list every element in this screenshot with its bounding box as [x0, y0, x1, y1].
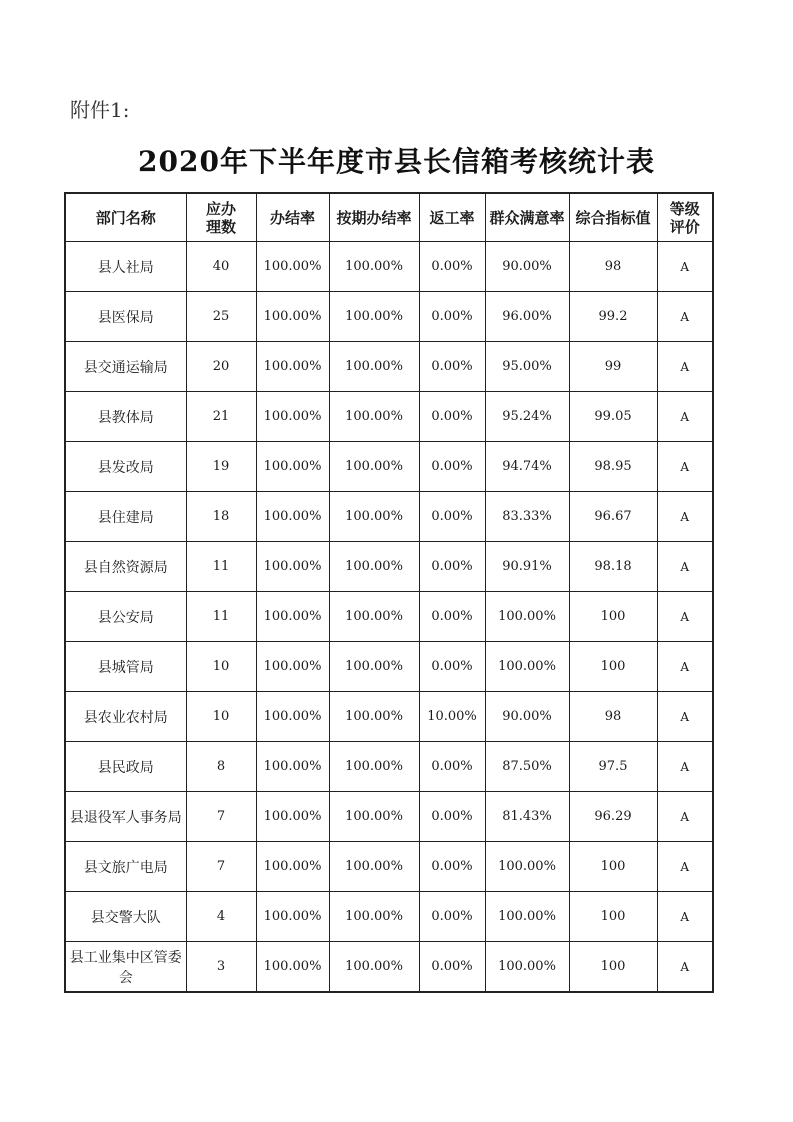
cell-cases: 25 — [186, 292, 256, 342]
cell-ontime-rate: 100.00% — [329, 942, 419, 993]
cell-cases: 7 — [186, 792, 256, 842]
cell-grade: A — [657, 592, 713, 642]
cell-completion-rate: 100.00% — [256, 842, 329, 892]
table-row — [65, 542, 713, 592]
cell-cases: 21 — [186, 392, 256, 442]
cell-rework-rate: 0.00% — [419, 442, 485, 492]
table-row — [65, 642, 713, 692]
cell-rework-rate: 0.00% — [419, 742, 485, 792]
cell-satisfaction-rate: 87.50% — [485, 742, 569, 792]
cell-satisfaction-rate: 95.00% — [485, 342, 569, 392]
cell-grade: A — [657, 442, 713, 492]
cell-rework-rate: 0.00% — [419, 642, 485, 692]
header-grade — [657, 193, 713, 242]
cell-grade: A — [657, 742, 713, 792]
cell-ontime-rate: 100.00% — [329, 442, 419, 492]
cell-rework-rate: 0.00% — [419, 392, 485, 442]
cell-rework-rate: 0.00% — [419, 892, 485, 942]
cell-composite-index: 96.67 — [569, 492, 657, 542]
cell-completion-rate: 100.00% — [256, 742, 329, 792]
cell-completion-rate: 100.00% — [256, 342, 329, 392]
cell-completion-rate: 100.00% — [256, 942, 329, 993]
cell-completion-rate: 100.00% — [256, 542, 329, 592]
cell-cases: 40 — [186, 242, 256, 292]
cell-satisfaction-rate: 90.91% — [485, 542, 569, 592]
cell-composite-index: 98 — [569, 242, 657, 292]
cell-department: 县工业集中区管委会 — [65, 942, 186, 993]
table-row — [65, 842, 713, 892]
cell-rework-rate: 0.00% — [419, 242, 485, 292]
cell-department: 县民政局 — [65, 742, 186, 792]
cell-satisfaction-rate: 94.74% — [485, 442, 569, 492]
cell-composite-index: 100 — [569, 942, 657, 993]
cell-completion-rate: 100.00% — [256, 692, 329, 742]
cell-department: 县住建局 — [65, 492, 186, 542]
table-row — [65, 592, 713, 642]
cell-grade: A — [657, 942, 713, 993]
cell-satisfaction-rate: 90.00% — [485, 692, 569, 742]
cell-grade: A — [657, 842, 713, 892]
cell-composite-index: 98 — [569, 692, 657, 742]
cell-ontime-rate: 100.00% — [329, 492, 419, 542]
cell-rework-rate: 0.00% — [419, 792, 485, 842]
cell-rework-rate: 0.00% — [419, 592, 485, 642]
cell-composite-index: 98.18 — [569, 542, 657, 592]
cell-ontime-rate: 100.00% — [329, 292, 419, 342]
attachment-label: 附件1: — [70, 98, 130, 122]
cell-completion-rate: 100.00% — [256, 642, 329, 692]
cell-rework-rate: 0.00% — [419, 492, 485, 542]
cell-satisfaction-rate: 81.43% — [485, 792, 569, 842]
cell-satisfaction-rate: 100.00% — [485, 942, 569, 993]
cell-ontime-rate: 100.00% — [329, 542, 419, 592]
table-row — [65, 442, 713, 492]
cell-composite-index: 99.2 — [569, 292, 657, 342]
cell-department: 县自然资源局 — [65, 542, 186, 592]
cell-satisfaction-rate: 100.00% — [485, 892, 569, 942]
cell-cases: 7 — [186, 842, 256, 892]
page-title: 2020年下半年度市县长信箱考核统计表 — [138, 145, 655, 178]
cell-ontime-rate: 100.00% — [329, 592, 419, 642]
table-row — [65, 792, 713, 842]
cell-composite-index: 100 — [569, 892, 657, 942]
cell-ontime-rate: 100.00% — [329, 692, 419, 742]
cell-composite-index: 99 — [569, 342, 657, 392]
header-composite-index: 综合指标值 — [569, 193, 657, 242]
cell-composite-index: 98.95 — [569, 442, 657, 492]
table-row — [65, 692, 713, 742]
table-row — [65, 342, 713, 392]
cell-ontime-rate: 100.00% — [329, 842, 419, 892]
cell-completion-rate: 100.00% — [256, 292, 329, 342]
cell-department: 县交通运输局 — [65, 342, 186, 392]
cell-grade: A — [657, 692, 713, 742]
table-row — [65, 892, 713, 942]
cell-completion-rate: 100.00% — [256, 242, 329, 292]
cell-ontime-rate: 100.00% — [329, 892, 419, 942]
cell-ontime-rate: 100.00% — [329, 792, 419, 842]
cell-cases: 11 — [186, 542, 256, 592]
cell-completion-rate: 100.00% — [256, 392, 329, 442]
cell-composite-index: 100 — [569, 642, 657, 692]
cell-composite-index: 99.05 — [569, 392, 657, 442]
cell-ontime-rate: 100.00% — [329, 742, 419, 792]
cell-ontime-rate: 100.00% — [329, 342, 419, 392]
cell-satisfaction-rate: 100.00% — [485, 592, 569, 642]
cell-department: 县交警大队 — [65, 892, 186, 942]
cell-cases: 10 — [186, 692, 256, 742]
cell-department: 县发改局 — [65, 442, 186, 492]
cell-satisfaction-rate: 96.00% — [485, 292, 569, 342]
cell-rework-rate: 0.00% — [419, 542, 485, 592]
cell-cases: 18 — [186, 492, 256, 542]
cell-department: 县公安局 — [65, 592, 186, 642]
table-row — [65, 242, 713, 292]
header-satisfaction-rate: 群众满意率 — [485, 193, 569, 242]
cell-department: 县农业农村局 — [65, 692, 186, 742]
table-row — [65, 292, 713, 342]
cell-cases: 3 — [186, 942, 256, 993]
cell-rework-rate: 0.00% — [419, 292, 485, 342]
cell-grade: A — [657, 242, 713, 292]
cell-composite-index: 97.5 — [569, 742, 657, 792]
cell-department: 县城管局 — [65, 642, 186, 692]
cell-ontime-rate: 100.00% — [329, 392, 419, 442]
cell-satisfaction-rate: 100.00% — [485, 842, 569, 892]
cell-cases: 20 — [186, 342, 256, 392]
cell-grade: A — [657, 892, 713, 942]
cell-composite-index: 96.29 — [569, 792, 657, 842]
cell-satisfaction-rate: 83.33% — [485, 492, 569, 542]
header-cases — [186, 193, 256, 242]
statistics-table — [64, 192, 714, 993]
cell-department: 县医保局 — [65, 292, 186, 342]
cell-cases: 8 — [186, 742, 256, 792]
cell-grade: A — [657, 492, 713, 542]
header-cases-label: 应办理数 — [205, 199, 236, 236]
cell-satisfaction-rate: 90.00% — [485, 242, 569, 292]
header-department: 部门名称 — [65, 193, 186, 242]
cell-grade: A — [657, 792, 713, 842]
cell-ontime-rate: 100.00% — [329, 242, 419, 292]
header-grade-label: 等级评价 — [669, 199, 700, 236]
cell-completion-rate: 100.00% — [256, 492, 329, 542]
cell-cases: 11 — [186, 592, 256, 642]
cell-grade: A — [657, 392, 713, 442]
cell-department: 县教体局 — [65, 392, 186, 442]
header-rework-rate: 返工率 — [419, 193, 485, 242]
cell-satisfaction-rate: 95.24% — [485, 392, 569, 442]
cell-grade: A — [657, 542, 713, 592]
table-row — [65, 492, 713, 542]
table-row — [65, 392, 713, 442]
cell-satisfaction-rate: 100.00% — [485, 642, 569, 692]
header-row — [65, 193, 713, 242]
cell-grade: A — [657, 292, 713, 342]
cell-cases: 10 — [186, 642, 256, 692]
cell-composite-index: 100 — [569, 842, 657, 892]
cell-completion-rate: 100.00% — [256, 892, 329, 942]
cell-department: 县文旅广电局 — [65, 842, 186, 892]
cell-rework-rate: 10.00% — [419, 692, 485, 742]
cell-cases: 19 — [186, 442, 256, 492]
cell-grade: A — [657, 342, 713, 392]
table-row — [65, 942, 713, 993]
cell-rework-rate: 0.00% — [419, 342, 485, 392]
header-ontime-rate: 按期办结率 — [329, 193, 419, 242]
cell-department: 县退役军人事务局 — [65, 792, 186, 842]
cell-rework-rate: 0.00% — [419, 842, 485, 892]
cell-ontime-rate: 100.00% — [329, 642, 419, 692]
cell-completion-rate: 100.00% — [256, 792, 329, 842]
table-row — [65, 742, 713, 792]
header-completion-rate: 办结率 — [256, 193, 329, 242]
cell-grade: A — [657, 642, 713, 692]
cell-department: 县人社局 — [65, 242, 186, 292]
cell-completion-rate: 100.00% — [256, 592, 329, 642]
cell-cases: 4 — [186, 892, 256, 942]
cell-completion-rate: 100.00% — [256, 442, 329, 492]
cell-rework-rate: 0.00% — [419, 942, 485, 993]
cell-composite-index: 100 — [569, 592, 657, 642]
